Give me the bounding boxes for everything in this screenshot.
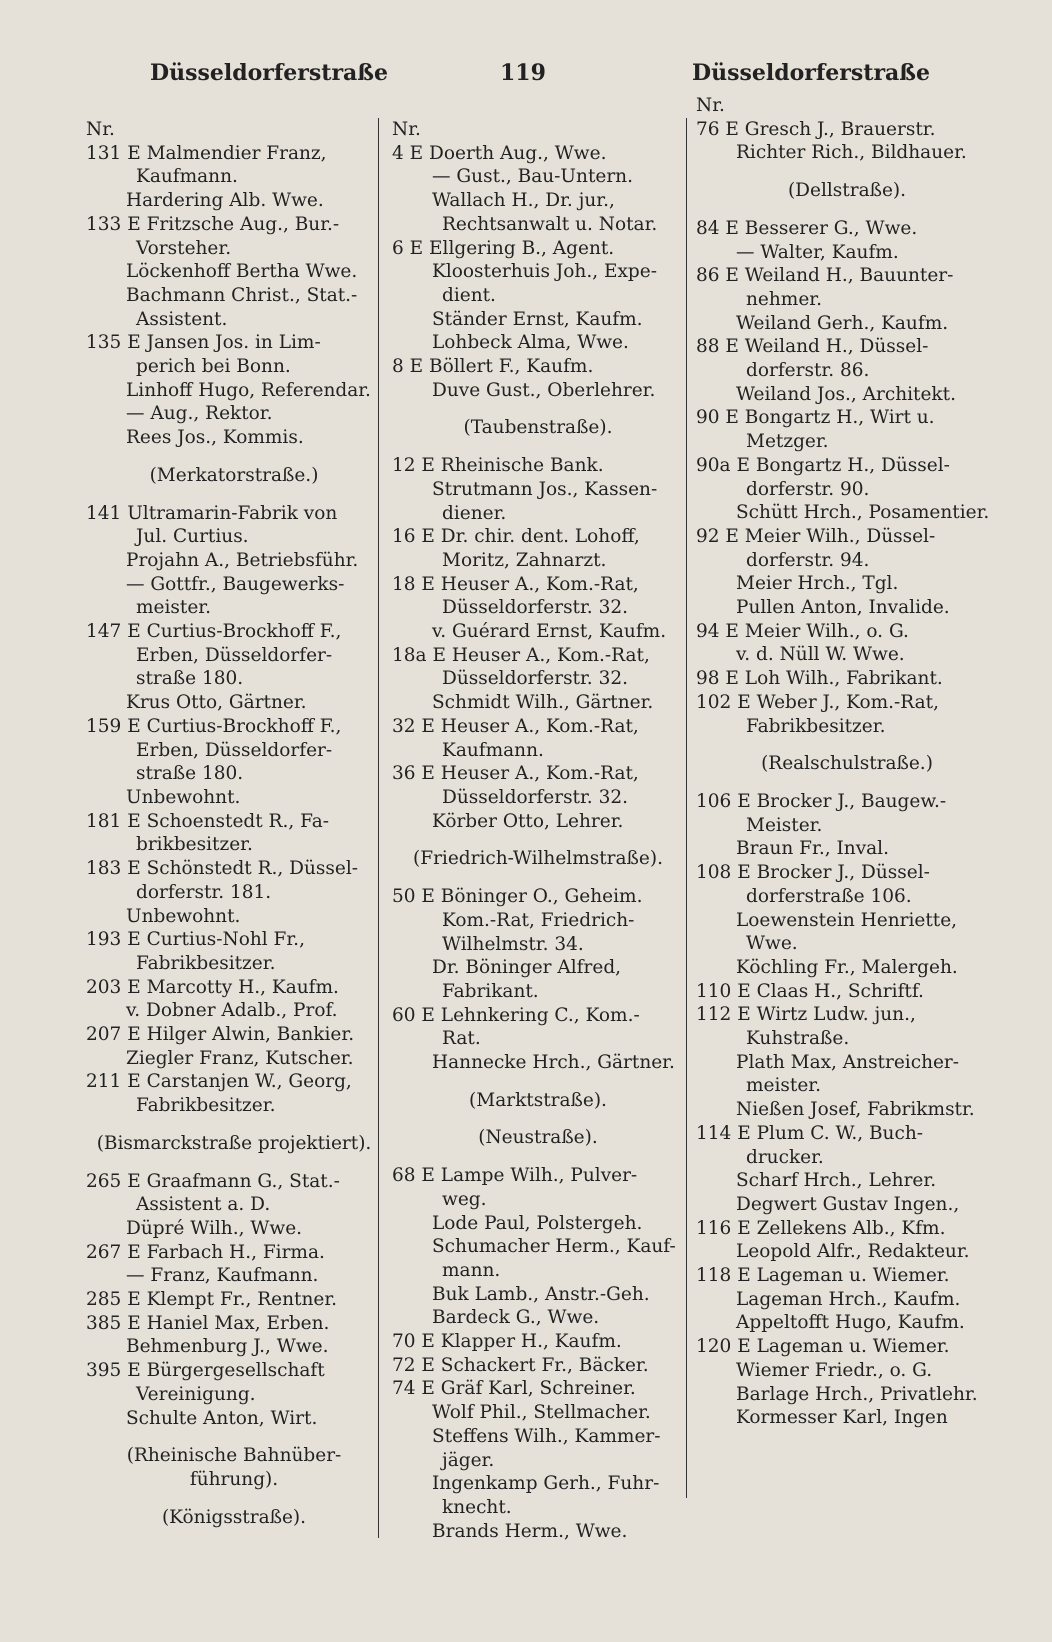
directory-line: straße 180.	[136, 668, 244, 690]
directory-line: Nießen Josef, Fabrikmstr.	[736, 1099, 975, 1121]
directory-line: 72 E Schackert Fr., Bäcker.	[392, 1354, 649, 1376]
directory-line: Düsseldorferstr. 32.	[442, 597, 628, 619]
directory-line: Braun Fr., Inval.	[736, 838, 889, 860]
directory-line: jäger.	[442, 1449, 495, 1471]
directory-line: 112 E Wirtz Ludw. jun.,	[696, 1004, 916, 1026]
directory-line: Fabrikbesitzer.	[136, 1095, 276, 1117]
directory-line: Ziegler Franz, Kutscher.	[126, 1047, 354, 1069]
directory-line: mann.	[442, 1259, 501, 1281]
directory-line: Fabrikbesitzer.	[746, 715, 886, 737]
directory-line: 203 E Marcotty H., Kaufm.	[86, 976, 339, 998]
directory-line: — Franz, Kaufmann.	[126, 1265, 319, 1287]
directory-line: Rees Jos., Kommis.	[126, 427, 304, 449]
directory-line: Barlage Hrch., Privatlehr.	[736, 1383, 978, 1405]
directory-line: Düsseldorferstr. 32.	[442, 668, 628, 690]
directory-line: Schumacher Herm., Kauf-	[432, 1236, 676, 1258]
directory-line: straße 180.	[136, 763, 244, 785]
directory-line: 193 E Curtius-Nohl Fr.,	[86, 929, 305, 951]
directory-line: Plath Max, Anstreicher-	[736, 1051, 960, 1073]
directory-line: Schulte Anton, Wirt.	[126, 1407, 318, 1429]
directory-line: 135 E Jansen Jos. in Lim-	[86, 332, 321, 354]
directory-line: Steffens Wilh., Kammer-	[432, 1425, 661, 1447]
directory-line: Unbewohnt.	[126, 786, 241, 808]
directory-line: 60 E Lehnkering C., Kom.-	[392, 1004, 640, 1026]
directory-line: Metzger.	[746, 431, 829, 453]
directory-line: Düsseldorferstr. 32.	[442, 786, 628, 808]
directory-line: Leopold Alfr., Redakteur.	[736, 1241, 970, 1263]
right-running-header: Düsseldorferstraße	[692, 60, 931, 86]
directory-line: dorferstr. 90.	[746, 478, 870, 500]
directory-line: 32 E Heuser A., Kom.-Rat,	[392, 715, 639, 737]
street-heading: (Rheinische Bahnüber-	[126, 1445, 342, 1467]
directory-line: Körber Otto, Lehrer.	[432, 810, 624, 832]
directory-line: dorferstraße 106.	[746, 885, 912, 907]
directory-line: 50 E Böninger O., Geheim.	[392, 886, 643, 908]
street-heading: (Neustraße).	[478, 1127, 598, 1149]
column-rule-right	[686, 118, 687, 1498]
directory-line: Schmidt Wilh., Gärtner.	[432, 692, 654, 714]
directory-line: 395 E Bürgergesellschaft	[86, 1360, 325, 1382]
directory-line: Wwe.	[746, 933, 798, 955]
directory-line: Schütt Hrch., Posamentier.	[736, 502, 990, 524]
directory-line: Vorsteher.	[136, 237, 232, 259]
directory-line: Loewenstein Henriette,	[736, 909, 958, 931]
street-heading: führung).	[189, 1468, 279, 1490]
directory-line: Wallach H., Dr. jur.,	[432, 190, 615, 212]
directory-line: dorferstr. 94.	[746, 549, 870, 571]
directory-line: Brands Herm., Wwe.	[432, 1520, 628, 1542]
directory-line: Kloosterhuis Joh., Expe-	[432, 261, 657, 283]
directory-line: 181 E Schoenstedt R., Fa-	[86, 810, 329, 832]
directory-line: 36 E Heuser A., Kom.-Rat,	[392, 763, 639, 785]
directory-line: knecht.	[442, 1496, 512, 1518]
directory-line: 120 E Lageman u. Wiemer.	[696, 1336, 950, 1358]
left-running-header: Düsseldorferstraße	[150, 60, 389, 86]
directory-line: Bachmann Christ., Stat.-	[126, 284, 358, 306]
directory-line: Richter Rich., Bildhauer.	[736, 142, 967, 164]
directory-line: 74 E Gräf Karl, Schreiner.	[392, 1378, 636, 1400]
column-2	[392, 118, 684, 1543]
directory-line: Unbewohnt.	[126, 905, 241, 927]
directory-line: 12 E Rheinische Bank.	[392, 455, 604, 477]
directory-line: Lohbeck Alma, Wwe.	[432, 332, 629, 354]
directory-line: 141 Ultramarin-Fabrik von	[86, 502, 338, 524]
directory-line: Erben, Düsseldorfer-	[136, 739, 333, 761]
directory-line: 16 E Dr. chir. dent. Lohoff,	[392, 526, 640, 548]
directory-line: Wiemer Friedr., o. G.	[736, 1359, 933, 1381]
street-heading: (Königsstraße).	[161, 1506, 307, 1528]
directory-line: Weiland Jos., Architekt.	[736, 383, 956, 405]
directory-line: Meier Hrch., Tgl.	[736, 573, 899, 595]
directory-line: 68 E Lampe Wilh., Pulver-	[392, 1165, 638, 1187]
directory-line: 110 E Claas H., Schriftf.	[696, 980, 924, 1002]
directory-line: Weiland Gerh., Kaufm.	[736, 312, 949, 334]
directory-line: 94 E Meier Wilh., o. G.	[696, 620, 909, 642]
directory-line: 285 E Klempt Fr., Rentner.	[86, 1289, 338, 1311]
directory-line: Lageman Hrch., Kaufm.	[736, 1288, 961, 1310]
directory-line: perich bei Bonn.	[136, 356, 291, 378]
street-heading: (Realschulstraße.)	[761, 753, 933, 775]
directory-line: brikbesitzer.	[136, 834, 253, 856]
directory-line: v. Guérard Ernst, Kaufm.	[432, 621, 667, 643]
directory-line: 98 E Loh Wilh., Fabrikant.	[696, 668, 943, 690]
directory-line: Buk Lamb., Anstr.-Geh.	[432, 1283, 650, 1305]
directory-line: 88 E Weiland H., Düssel-	[696, 336, 929, 358]
directory-line: Düpré Wilh., Wwe.	[126, 1217, 303, 1239]
directory-line: Degwert Gustav Ingen.,	[736, 1193, 960, 1215]
directory-line: 118 E Lageman u. Wiemer.	[696, 1265, 950, 1287]
directory-line: Bardeck G., Wwe.	[432, 1307, 600, 1329]
page-number: 119	[500, 60, 546, 86]
directory-line: dorferstr. 181.	[136, 881, 272, 903]
street-heading: (Dellstraße).	[787, 180, 907, 202]
directory-line: Kaufmann.	[136, 166, 238, 188]
directory-line: dorferstr. 86.	[746, 360, 870, 382]
directory-line: Kaufmann.	[442, 739, 544, 761]
directory-line: Erben, Düsseldorfer-	[136, 644, 333, 666]
directory-line: 4 E Doerth Aug., Wwe.	[392, 142, 607, 164]
directory-line: Ingenkamp Gerh., Fuhr-	[432, 1473, 660, 1495]
directory-line: Ständer Ernst, Kaufm.	[432, 308, 643, 330]
directory-line: Moritz, Zahnarzt.	[442, 549, 607, 571]
directory-line: 147 E Curtius-Brockhoff F.,	[86, 621, 342, 643]
directory-line: Behmenburg J., Wwe.	[126, 1336, 329, 1358]
directory-line: drucker.	[746, 1146, 824, 1168]
directory-line: meister.	[136, 597, 211, 619]
directory-line: Hardering Alb. Wwe.	[126, 190, 324, 212]
directory-line: Köchling Fr., Malergeh.	[736, 956, 958, 978]
directory-line: Kuhstraße.	[746, 1028, 850, 1050]
directory-line: Fabrikbesitzer.	[136, 952, 276, 974]
directory-line: 106 E Brocker J., Baugew.-	[696, 790, 947, 812]
directory-line: Duve Gust., Oberlehrer.	[432, 379, 656, 401]
directory-line: 211 E Carstanjen W., Georg,	[86, 1071, 352, 1093]
directory-line: Appeltofft Hugo, Kaufm.	[736, 1312, 965, 1334]
directory-line: 159 E Curtius-Brockhoff F.,	[86, 715, 342, 737]
street-heading: (Taubenstraße).	[463, 417, 613, 439]
directory-line: Strutmann Jos., Kassen-	[432, 478, 658, 500]
directory-line: 207 E Hilger Alwin, Bankier.	[86, 1024, 355, 1046]
directory-line: 133 E Fritzsche Aug., Bur.-	[86, 213, 340, 235]
directory-line: Krus Otto, Gärtner.	[126, 692, 307, 714]
directory-line: — Gust., Bau-Untern.	[432, 166, 633, 188]
directory-line: Jul. Curtius.	[136, 526, 249, 548]
directory-line: Nr.	[86, 119, 115, 140]
column-3	[696, 94, 998, 1430]
directory-line: 76 E Gresch J., Brauerstr.	[696, 118, 936, 140]
directory-line: nehmer.	[746, 288, 822, 310]
directory-line: 92 E Meier Wilh., Düssel-	[696, 525, 936, 547]
directory-line: 90 E Bongartz H., Wirt u.	[696, 407, 935, 429]
street-heading: (Bismarckstraße projektiert).	[96, 1132, 372, 1154]
directory-line: meister.	[746, 1075, 821, 1097]
directory-line: Dr. Böninger Alfred,	[432, 957, 622, 979]
directory-line: Wilhelmstr. 34.	[442, 933, 584, 955]
directory-line: Meister.	[746, 814, 823, 836]
directory-line: 90a E Bongartz H., Düssel-	[696, 454, 950, 476]
directory-line: Nr.	[696, 95, 725, 116]
directory-line: diener.	[442, 502, 507, 524]
directory-line: 84 E Besserer G., Wwe.	[696, 217, 918, 239]
directory-line: 18 E Heuser A., Kom.-Rat,	[392, 573, 639, 595]
directory-line: Linhoff Hugo, Referendar.	[126, 379, 371, 401]
street-heading: (Marktstraße).	[469, 1089, 607, 1111]
directory-line: Lode Paul, Polstergeh.	[432, 1212, 643, 1234]
directory-line: 385 E Haniel Max, Erben.	[86, 1312, 330, 1334]
directory-line: 86 E Weiland H., Bauunter-	[696, 265, 954, 287]
directory-line: 265 E Graafmann G., Stat.-	[86, 1170, 340, 1192]
column-1	[86, 118, 382, 1529]
directory-line: Kom.-Rat, Friedrich-	[442, 909, 635, 931]
directory-line: Nr.	[392, 119, 421, 140]
directory-line: 114 E Plum C. W., Buch-	[696, 1122, 923, 1144]
directory-line: — Walter, Kaufm.	[736, 241, 899, 263]
directory-line: 102 E Weber J., Kom.-Rat,	[696, 691, 940, 713]
directory-line: 8 E Böllert F., Kaufm.	[392, 356, 594, 378]
directory-line: Löckenhoff Bertha Wwe.	[126, 261, 358, 283]
directory-line: Rat.	[442, 1028, 481, 1050]
street-heading: (Merkatorstraße.)	[149, 464, 319, 486]
directory-line: 108 E Brocker J., Düssel-	[696, 862, 930, 884]
directory-line: Kormesser Karl, Ingen	[736, 1407, 948, 1429]
directory-line: dient.	[442, 284, 496, 306]
directory-line: 183 E Schönstedt R., Düssel-	[86, 858, 359, 880]
directory-line: v. d. Nüll W. Wwe.	[736, 644, 905, 666]
directory-line: — Gottfr., Baugewerks-	[126, 573, 345, 595]
directory-line: 6 E Ellgering B., Agent.	[392, 237, 615, 259]
directory-line: Rechtsanwalt u. Notar.	[442, 213, 658, 235]
directory-line: weg.	[442, 1188, 487, 1210]
directory-line: Wolf Phil., Stellmacher.	[432, 1402, 651, 1424]
directory-line: Vereinigung.	[136, 1383, 256, 1405]
directory-line: 267 E Farbach H., Firma.	[86, 1241, 325, 1263]
directory-line: Assistent a. D.	[136, 1194, 271, 1216]
directory-line: Scharf Hrch., Lehrer.	[736, 1170, 937, 1192]
directory-line: 70 E Klapper H., Kaufm.	[392, 1331, 622, 1353]
directory-line: v. Dobner Adalb., Prof.	[126, 1000, 338, 1022]
directory-line: 131 E Malmendier Franz,	[86, 142, 327, 164]
directory-line: 18a E Heuser A., Kom.-Rat,	[392, 644, 650, 666]
directory-line: Pullen Anton, Invalide.	[736, 597, 950, 619]
directory-line: 116 E Zellekens Alb., Kfm.	[696, 1217, 946, 1239]
directory-line: Hannecke Hrch., Gärtner.	[432, 1052, 675, 1074]
directory-line: Assistent.	[136, 308, 228, 330]
directory-line: Projahn A., Betriebsführ.	[126, 549, 359, 571]
street-heading: (Friedrich-Wilhelmstraße).	[413, 848, 663, 870]
directory-line: — Aug., Rektor.	[126, 403, 273, 425]
directory-line: Fabrikant.	[442, 980, 539, 1002]
